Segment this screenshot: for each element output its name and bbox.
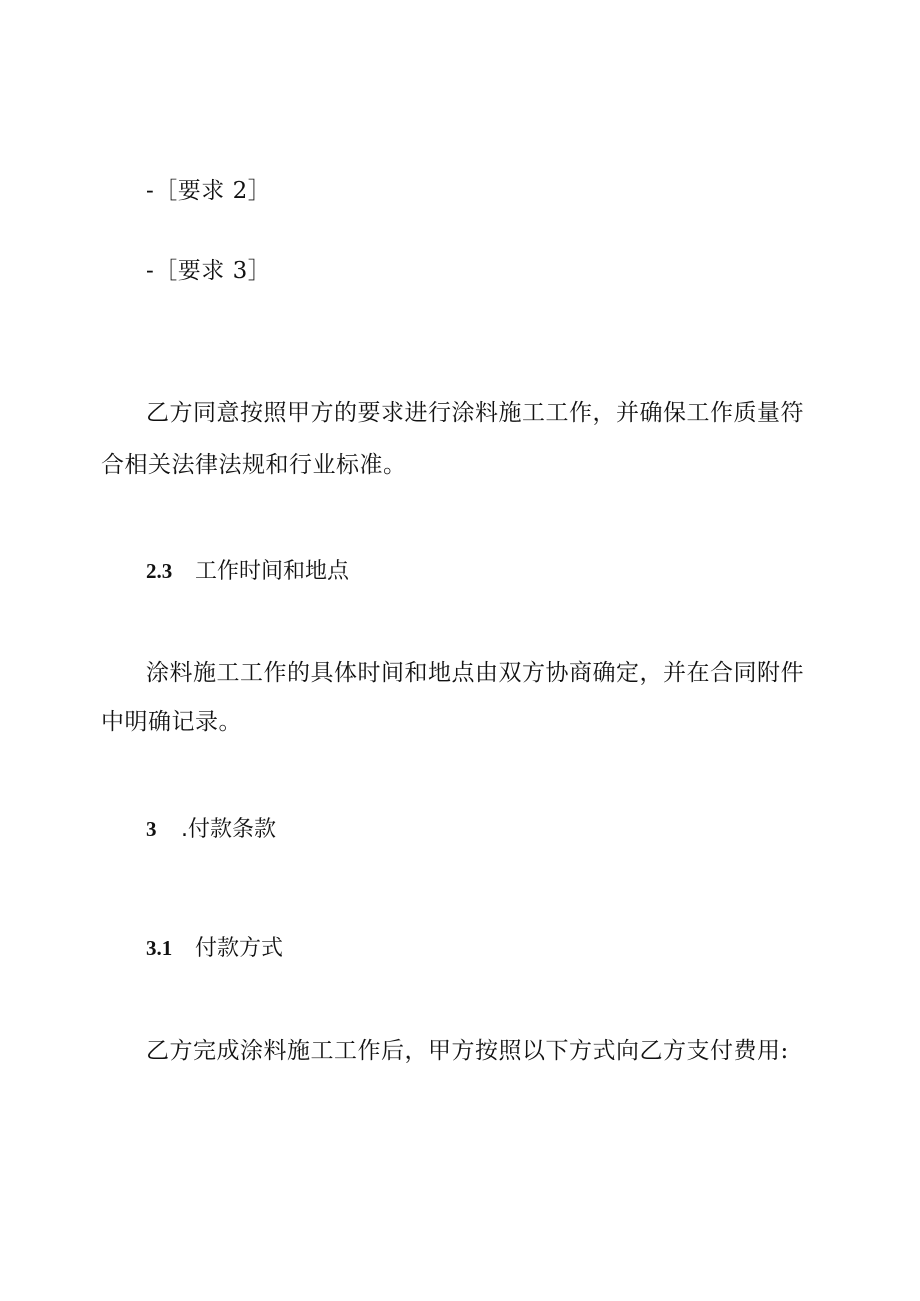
paragraph-2-line-2: 中明确记录。 — [101, 709, 242, 735]
section-number: 3 — [146, 817, 157, 841]
paragraph-1-line-2: 合相关法律法规和行业标准。 — [101, 452, 407, 478]
section-number: 3.1 — [146, 936, 173, 960]
section-number: 2.3 — [146, 559, 173, 583]
paragraph-1-line-1: 乙方同意按照甲方的要求进行涂料施工工作，并确保工作质量符 — [146, 400, 804, 426]
requirement-3: -［要求 3］ — [146, 258, 272, 284]
section-heading-3 — [146, 814, 276, 845]
paragraph-3-line-1: 乙方完成涂料施工工作后，甲方按照以下方式向乙方支付费用: — [146, 1038, 789, 1064]
section-title: 工作时间和地点 — [195, 559, 350, 584]
section-title: 付款方式 — [195, 936, 284, 961]
section-heading-2-3 — [146, 556, 349, 587]
requirement-2: -［要求 2］ — [146, 178, 272, 204]
section-title: .付款条款 — [181, 817, 276, 842]
paragraph-2-line-1: 涂料施工工作的具体时间和地点由双方协商确定，并在合同附件 — [146, 660, 804, 686]
section-heading-3-1 — [146, 933, 283, 964]
